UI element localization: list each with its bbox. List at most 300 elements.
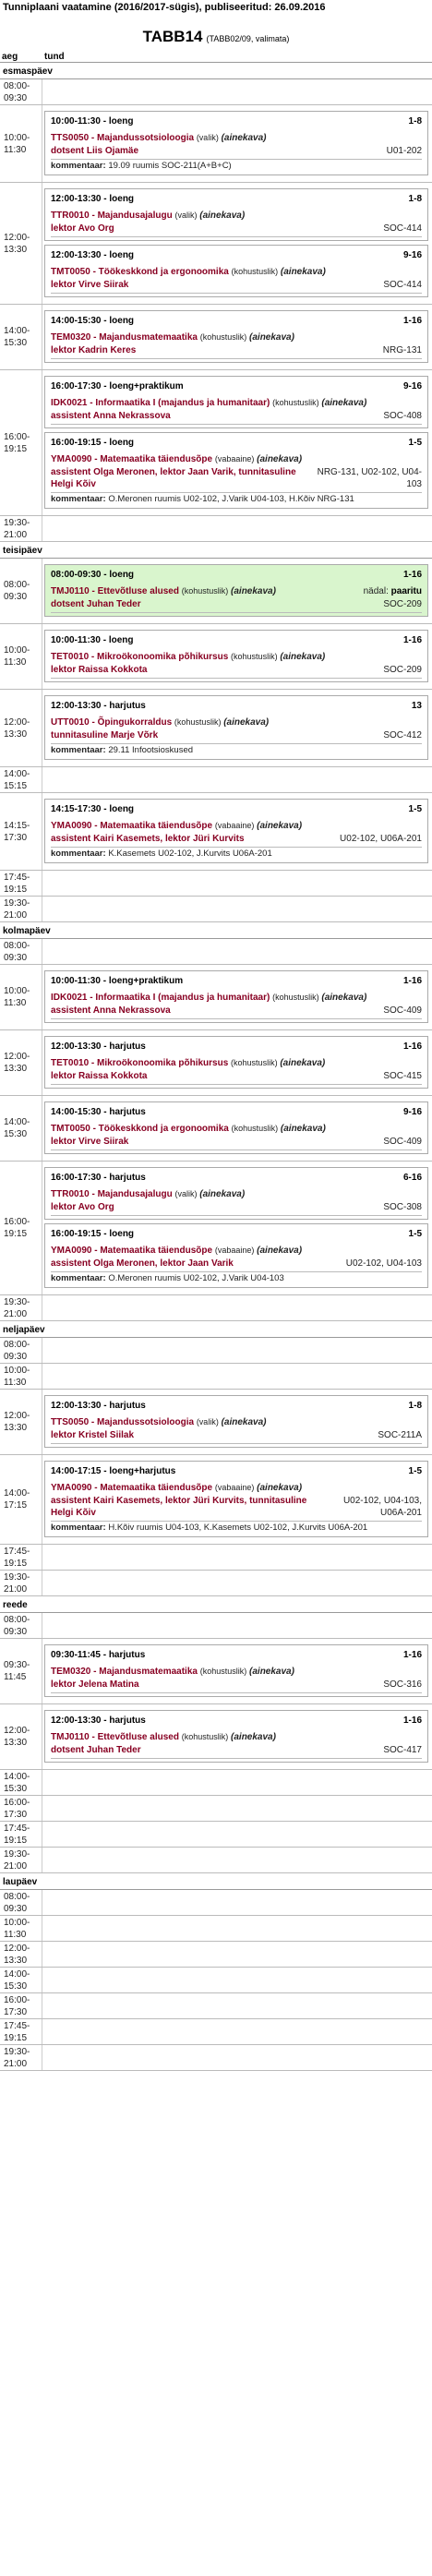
time-slot-row <box>0 1639 432 1704</box>
time-slot-row <box>0 939 432 965</box>
time-slot-label: 08:00-09:30 <box>0 939 42 964</box>
lesson-time-type: 12:00-13:30 - harjutus <box>51 1715 146 1726</box>
course-line <box>51 1188 422 1200</box>
time-slot-label: 14:00-15:30 <box>0 1770 42 1795</box>
course-link[interactable]: YMA0090 - Matemaatika täiendusõpe <box>51 1483 213 1493</box>
comment-label: kommentaar: <box>51 1523 106 1533</box>
slot-content <box>42 1796 432 1821</box>
lecturer-link[interactable]: lektor Kristel Siilak <box>51 1430 135 1440</box>
course-line <box>51 1666 422 1678</box>
course-type: (kohustuslik) <box>199 1667 247 1676</box>
time-slot-label: 19:30-21:00 <box>0 1571 42 1595</box>
week-label: nädal: <box>363 586 389 596</box>
course-type: (kohustuslik) <box>231 1058 278 1067</box>
slot-content <box>42 767 432 792</box>
slot-content <box>42 1942 432 1967</box>
group-name: TABB14 <box>142 28 203 45</box>
course-link[interactable]: TMT0050 - Töökeskkond ja ergonoomika <box>51 267 229 277</box>
lesson-header <box>51 570 422 580</box>
course-plan-link[interactable]: (ainekava) <box>199 1189 246 1199</box>
course-plan-link[interactable]: (ainekava) <box>280 267 326 277</box>
course-link[interactable]: TTS0050 - Majandussotsioloogia <box>51 1417 195 1427</box>
lesson-time-type: 10:00-11:30 - loeng <box>51 635 134 645</box>
weekday-heading: neljapäev <box>0 1321 432 1338</box>
lecturer-link[interactable]: dotsent Juhan Teder <box>51 1745 141 1755</box>
time-slot-label: 19:30-21:00 <box>0 1848 42 1872</box>
room-label: U02-102, U06A-201 <box>340 834 422 844</box>
lecturer-room-line <box>51 1070 422 1085</box>
course-link[interactable]: TET0010 - Mikroökonoomika põhikursus <box>51 1058 229 1068</box>
time-slot-row <box>0 965 432 1030</box>
slot-content <box>42 79 432 104</box>
time-slot-row <box>0 897 432 922</box>
room-label: SOC-409 <box>383 1005 422 1016</box>
room-label: SOC-414 <box>383 280 422 290</box>
lesson-card[interactable] <box>44 695 428 760</box>
course-plan-link[interactable]: (ainekava) <box>257 1483 303 1493</box>
lecturer-room-line <box>51 410 422 425</box>
slot-content <box>42 1364 432 1389</box>
lesson-groups: 1-8 <box>408 1401 422 1411</box>
lecturer-link[interactable]: lektor Jelena Matina <box>51 1679 139 1690</box>
course-link[interactable]: TTS0050 - Majandussotsioloogia <box>51 133 195 143</box>
course-type: (kohustuslik) <box>272 993 319 1002</box>
lesson-header <box>51 1401 422 1411</box>
course-plan-link[interactable]: (ainekava) <box>280 652 326 662</box>
time-slot-row <box>0 871 432 897</box>
course-link[interactable]: TTR0010 - Majandusajalugu <box>51 1189 173 1199</box>
lecturer-room-line <box>51 1744 422 1759</box>
time-slot-row <box>0 1942 432 1968</box>
course-link[interactable]: UTT0010 - Õpingukorraldus <box>51 717 173 728</box>
slot-content <box>42 1968 432 1992</box>
lesson-time-type: 14:00-15:30 - harjutus <box>51 1107 146 1117</box>
time-slot-label: 19:30-21:00 <box>0 2045 42 2070</box>
room-label: SOC-409 <box>383 1137 422 1147</box>
time-slot-row <box>0 1096 432 1162</box>
course-plan-link[interactable]: (ainekava) <box>221 133 267 143</box>
course-line <box>51 210 422 222</box>
time-slot-row <box>0 1030 432 1096</box>
lesson-groups: 1-16 <box>402 570 422 580</box>
course-line <box>51 1057 422 1069</box>
time-slot-row <box>0 105 432 183</box>
course-plan-link[interactable]: (ainekava) <box>231 586 276 596</box>
course-link[interactable]: TTR0010 - Majandusajalugu <box>51 211 173 221</box>
lecturer-room-line <box>51 1495 422 1522</box>
time-slot-label: 14:00-15:30 <box>0 1096 42 1161</box>
room-label: SOC-308 <box>383 1202 422 1212</box>
course-type: (kohustuslik) <box>231 267 279 276</box>
course-link[interactable]: YMA0090 - Matemaatika täiendusõpe <box>51 821 213 831</box>
time-slot-row <box>0 1968 432 1993</box>
lecturer-link[interactable]: dotsent Juhan Teder <box>51 599 141 609</box>
lecturer-link[interactable]: lektor Raissa Kokkota <box>51 665 148 675</box>
comment-text: H.Kõiv ruumis U04-103, K.Kasemets U02-102, J.Kurvits U06A-201 <box>108 1523 368 1533</box>
course-link[interactable]: TMT0050 - Töökeskkond ja ergonoomika <box>51 1124 229 1134</box>
time-slot-row <box>0 624 432 690</box>
comment-text: O.Meronen ruumis U02-102, J.Varik U04-103, H.Kõiv NRG-131 <box>108 494 354 504</box>
lesson-header <box>51 438 422 448</box>
course-plan-link[interactable]: (ainekava) <box>257 454 303 464</box>
time-slot-label: 10:00-11:30 <box>0 1364 42 1389</box>
course-type: (valik) <box>174 211 198 220</box>
lesson-header <box>51 1650 422 1660</box>
lesson-card[interactable] <box>44 630 428 682</box>
lecturer-room-line <box>51 466 422 493</box>
lesson-card[interactable] <box>44 432 428 509</box>
time-slot-label: 19:30-21:00 <box>0 1295 42 1320</box>
lesson-groups: 1-16 <box>402 316 422 326</box>
time-slot-row <box>0 1993 432 2019</box>
lecturer-link[interactable]: lektor Virve Siirak <box>51 280 129 290</box>
course-line <box>51 1123 422 1135</box>
lesson-header <box>51 116 422 126</box>
comment-label: kommentaar: <box>51 745 106 755</box>
lesson-time-type: 12:00-13:30 - harjutus <box>51 1041 146 1052</box>
lecturer-link[interactable]: lektor Virve Siirak <box>51 1137 129 1147</box>
course-link[interactable]: IDK0021 - Informaatika I (majandus ja humanitaar) <box>51 993 270 1003</box>
time-slot-label: 10:00-11:30 <box>0 105 42 182</box>
course-link[interactable]: YMA0090 - Matemaatika täiendusõpe <box>51 1246 213 1256</box>
course-link[interactable]: YMA0090 - Matemaatika täiendusõpe <box>51 454 213 464</box>
course-line <box>51 651 422 663</box>
lecturer-link[interactable]: assistent Kairi Kasemets, lektor Jüri Kurvits <box>51 834 245 844</box>
lesson-groups: 1-16 <box>402 1650 422 1660</box>
lesson-card[interactable] <box>44 1644 428 1697</box>
lesson-card[interactable] <box>44 245 428 297</box>
room-label: SOC-316 <box>383 1679 422 1690</box>
slot-content <box>42 939 432 964</box>
lesson-time-type: 14:15-17:30 - loeng <box>51 804 135 814</box>
course-plan-link[interactable]: (ainekava) <box>199 211 246 221</box>
room-label: SOC-414 <box>383 223 422 234</box>
time-slot-row <box>0 1162 432 1295</box>
course-type: (vabaaine) <box>214 821 255 830</box>
comment-label: kommentaar: <box>51 849 106 859</box>
lesson-comment <box>51 493 422 505</box>
slot-content <box>42 1096 432 1161</box>
slot-content <box>42 965 432 1029</box>
room-label: SOC-209 <box>383 665 422 675</box>
lesson-header <box>51 194 422 204</box>
lecturer-link[interactable]: dotsent Liis Ojamäe <box>51 146 139 156</box>
time-slot-row <box>0 1848 432 1873</box>
course-type: (vabaaine) <box>214 1483 255 1492</box>
lesson-header <box>51 1041 422 1052</box>
time-slot-label: 16:00-19:15 <box>0 1162 42 1294</box>
course-plan-link[interactable]: (ainekava) <box>221 1417 267 1427</box>
time-slot-row <box>0 183 432 305</box>
slot-content <box>42 1993 432 2018</box>
course-plan-link[interactable]: (ainekava) <box>280 1058 326 1068</box>
lesson-card[interactable] <box>44 1223 428 1288</box>
lecturer-link[interactable]: assistent Olga Meronen, lektor Jaan Varik, tunnitasuline Helgi Kõiv <box>51 467 296 489</box>
room-label: U01-202 <box>386 146 422 156</box>
time-slot-row <box>0 690 432 767</box>
course-type: (kohustuslik) <box>272 398 319 407</box>
time-slot-row <box>0 1890 432 1916</box>
course-link[interactable]: TMJ0110 - Ettevõtluse alused <box>51 586 179 596</box>
comment-label: kommentaar: <box>51 161 106 171</box>
room-label: SOC-412 <box>383 730 422 740</box>
time-slot-label: 10:00-11:30 <box>0 965 42 1029</box>
group-sub: (TABB02/09, valimata) <box>206 34 290 43</box>
lesson-time-type: 12:00-13:30 - loeng <box>51 250 135 260</box>
course-plan-link[interactable]: (ainekava) <box>223 717 270 728</box>
lesson-card[interactable] <box>44 1101 428 1154</box>
slot-content <box>42 1639 432 1703</box>
time-slot-row <box>0 1613 432 1639</box>
comment-text: 19.09 ruumis SOC-211(A+B+C) <box>108 161 232 171</box>
lesson-header <box>51 1173 422 1183</box>
course-plan-link[interactable]: (ainekava) <box>257 821 303 831</box>
time-slot-label: 14:00-15:30 <box>0 305 42 369</box>
weekday-heading: esmaspäev <box>0 63 432 79</box>
lesson-groups: 1-5 <box>408 804 422 814</box>
slot-content <box>42 1890 432 1915</box>
lecturer-link[interactable]: assistent Kairi Kasemets, lektor Jüri Kurvits, tunnitasuline Helgi Kõiv <box>51 1496 307 1518</box>
slot-content <box>42 690 432 766</box>
lesson-card[interactable] <box>44 564 428 617</box>
slot-content <box>42 897 432 921</box>
time-slot-row <box>0 2019 432 2045</box>
slot-content <box>42 1916 432 1941</box>
time-slot-label: 16:00-17:30 <box>0 1796 42 1821</box>
lesson-card[interactable] <box>44 1036 428 1089</box>
weekday-heading: kolmapäev <box>0 922 432 939</box>
slot-content <box>42 2045 432 2070</box>
slot-content <box>42 559 432 623</box>
slot-content <box>42 370 432 515</box>
slot-content <box>42 1162 432 1294</box>
time-slot-label: 08:00-09:30 <box>0 1613 42 1638</box>
lesson-groups: 1-8 <box>408 116 422 126</box>
lecturer-link[interactable]: assistent Anna Nekrassova <box>51 411 171 421</box>
lesson-header <box>51 250 422 260</box>
lesson-groups: 9-16 <box>402 1107 422 1117</box>
lesson-card[interactable] <box>44 1710 428 1763</box>
lecturer-room-line <box>51 1679 422 1693</box>
lesson-card[interactable] <box>44 376 428 428</box>
course-type: (vabaaine) <box>214 1246 255 1255</box>
course-type: (kohustuslik) <box>199 332 247 342</box>
slot-content <box>42 183 432 304</box>
lecturer-room-line <box>51 729 422 744</box>
slot-content <box>42 1613 432 1638</box>
course-line <box>51 992 422 1004</box>
time-slot-row <box>0 1390 432 1455</box>
course-type: (kohustuslik) <box>231 1124 279 1133</box>
time-slot-row <box>0 1545 432 1571</box>
lecturer-room-line <box>51 1258 422 1272</box>
course-plan-link[interactable]: (ainekava) <box>249 1667 294 1677</box>
comment-text: K.Kasemets U02-102, J.Kurvits U06A-201 <box>108 849 272 859</box>
lesson-comment <box>51 160 422 172</box>
time-slot-label: 17:45-19:15 <box>0 1822 42 1847</box>
slot-content <box>42 1390 432 1454</box>
time-slot-label: 08:00-09:30 <box>0 559 42 623</box>
lecturer-room-line <box>51 145 422 160</box>
lesson-time-type: 12:00-13:30 - harjutus <box>51 1401 146 1411</box>
time-slot-row <box>0 1295 432 1321</box>
course-type: (valik) <box>174 1189 198 1198</box>
time-slot-label: 19:30-21:00 <box>0 516 42 541</box>
time-slot-label: 12:00-13:30 <box>0 1390 42 1454</box>
slot-content <box>42 2019 432 2044</box>
lesson-card[interactable] <box>44 111 428 175</box>
time-slot-label: 14:00-17:15 <box>0 1455 42 1544</box>
lesson-time-type: 16:00-19:15 - loeng <box>51 1229 135 1239</box>
time-slot-row <box>0 305 432 370</box>
time-slot-label: 16:00-19:15 <box>0 370 42 515</box>
time-slot-label: 16:00-17:30 <box>0 1993 42 2018</box>
comment-label: kommentaar: <box>51 1273 106 1283</box>
lesson-time-type: 16:00-17:30 - loeng+praktikum <box>51 381 184 391</box>
lesson-time-type: 12:00-13:30 - harjutus <box>51 701 146 711</box>
course-plan-link[interactable]: (ainekava) <box>257 1246 303 1256</box>
lesson-column-header: tund <box>44 52 65 62</box>
lesson-card[interactable] <box>44 310 428 363</box>
lecturer-room-line <box>51 1136 422 1150</box>
lecturer-link[interactable]: tunnitasuline Marje Võrk <box>51 730 159 740</box>
lecturer-room-line <box>51 279 422 294</box>
course-link[interactable]: TEM0320 - Majandusmatemaatika <box>51 1667 198 1677</box>
slot-content <box>42 1571 432 1595</box>
time-slot-row <box>0 1704 432 1770</box>
room-label: SOC-415 <box>383 1071 422 1081</box>
lesson-time-type: 14:00-15:30 - loeng <box>51 316 135 326</box>
time-slot-row <box>0 1571 432 1596</box>
lesson-card[interactable] <box>44 1395 428 1448</box>
course-plan-link[interactable]: (ainekava) <box>321 398 367 408</box>
course-type: (kohustuslik) <box>181 1732 229 1741</box>
course-plan-link[interactable]: (ainekava) <box>321 993 367 1003</box>
lesson-header <box>51 635 422 645</box>
room-label: SOC-209 <box>383 599 422 609</box>
lesson-card[interactable] <box>44 799 428 863</box>
time-slot-label: 09:30-11:45 <box>0 1639 42 1703</box>
time-slot-label: 17:45-19:15 <box>0 2019 42 2044</box>
lecturer-room-line <box>51 598 422 613</box>
lesson-groups: 9-16 <box>402 381 422 391</box>
room-label: SOC-408 <box>383 411 422 421</box>
time-slot-label: 10:00-11:30 <box>0 624 42 689</box>
lesson-card[interactable] <box>44 188 428 241</box>
time-slot-label: 17:45-19:15 <box>0 1545 42 1570</box>
comment-label: kommentaar: <box>51 494 106 504</box>
time-slot-row <box>0 1364 432 1390</box>
slot-content <box>42 516 432 541</box>
course-type: (kohustuslik) <box>231 652 278 661</box>
lesson-groups: 6-16 <box>402 1173 422 1183</box>
group-heading <box>0 15 432 45</box>
slot-content <box>42 1822 432 1847</box>
lesson-groups: 1-8 <box>408 194 422 204</box>
course-link[interactable]: TEM0320 - Majandusmatemaatika <box>51 332 198 343</box>
time-slot-row <box>0 793 432 871</box>
lecturer-link[interactable]: assistent Anna Nekrassova <box>51 1005 171 1016</box>
lesson-card[interactable] <box>44 1167 428 1220</box>
course-type: (vabaaine) <box>214 454 255 463</box>
lesson-time-type: 16:00-19:15 - loeng <box>51 438 135 448</box>
lesson-card[interactable] <box>44 1461 428 1537</box>
course-line <box>51 1416 422 1428</box>
time-slot-label: 12:00-13:30 <box>0 1704 42 1769</box>
weekday-heading: reede <box>0 1596 432 1613</box>
lesson-time-type: 09:30-11:45 - harjutus <box>51 1650 146 1660</box>
lesson-groups: 1-16 <box>402 1715 422 1726</box>
course-plan-link[interactable]: (ainekava) <box>249 332 294 343</box>
lesson-comment <box>51 848 422 860</box>
lesson-groups: 1-16 <box>402 1041 422 1052</box>
time-slot-label: 08:00-09:30 <box>0 1338 42 1363</box>
time-slot-row <box>0 1455 432 1545</box>
slot-content <box>42 793 432 870</box>
lesson-time-type: 14:00-17:15 - loeng+harjutus <box>51 1466 176 1476</box>
course-type: (valik) <box>196 133 219 142</box>
week-parity <box>364 585 422 597</box>
course-plan-link[interactable]: (ainekava) <box>231 1732 276 1742</box>
page-title: Tunniplaani vaatamine (2016/2017-sügis), publiseeritud: 26.09.2016 <box>3 2 326 13</box>
lesson-header <box>51 804 422 814</box>
slot-content <box>42 1295 432 1320</box>
lesson-header <box>51 976 422 986</box>
course-link[interactable]: TMJ0110 - Ettevõtluse alused <box>51 1732 179 1742</box>
lecturer-room-line <box>51 223 422 237</box>
lesson-groups: 9-16 <box>402 250 422 260</box>
lesson-groups: 13 <box>411 701 422 711</box>
course-plan-link[interactable]: (ainekava) <box>280 1124 326 1134</box>
course-line <box>51 585 422 597</box>
course-type: (kohustuslik) <box>174 717 222 727</box>
room-label: U02-102, U04-103, U06A-201 <box>342 1496 422 1518</box>
lesson-header <box>51 1107 422 1117</box>
lesson-groups: 1-5 <box>408 438 422 448</box>
lecturer-room-line <box>51 664 422 679</box>
week-value: paaritu <box>390 586 422 596</box>
lesson-groups: 1-5 <box>408 1229 422 1239</box>
slot-content <box>42 1338 432 1363</box>
lesson-header <box>51 1466 422 1476</box>
time-slot-row <box>0 1822 432 1848</box>
time-slot-row <box>0 370 432 516</box>
slot-content <box>42 1848 432 1872</box>
slot-content <box>42 305 432 369</box>
course-link[interactable]: IDK0021 - Informaatika I (majandus ja humanitaar) <box>51 398 270 408</box>
time-slot-label: 14:00-15:15 <box>0 767 42 792</box>
lecturer-link[interactable]: assistent Olga Meronen, lektor Jaan Varik <box>51 1258 234 1269</box>
slot-content <box>42 1030 432 1095</box>
course-link[interactable]: TET0010 - Mikroökonoomika põhikursus <box>51 652 229 662</box>
lecturer-link[interactable]: lektor Avo Org <box>51 223 114 234</box>
course-line <box>51 132 422 144</box>
timetable <box>0 63 432 2071</box>
course-line <box>51 331 422 343</box>
lecturer-link[interactable]: lektor Kadrin Keres <box>51 345 137 355</box>
lecturer-link[interactable]: lektor Avo Org <box>51 1202 114 1212</box>
course-line <box>51 1731 422 1743</box>
lesson-groups: 1-16 <box>402 635 422 645</box>
time-slot-row <box>0 767 432 793</box>
slot-content <box>42 871 432 896</box>
lesson-time-type: 12:00-13:30 - loeng <box>51 194 135 204</box>
lesson-card[interactable] <box>44 970 428 1023</box>
room-label: SOC-211A <box>378 1430 422 1440</box>
lesson-header <box>51 381 422 391</box>
room-label: NRG-131 <box>382 345 422 355</box>
lecturer-link[interactable]: lektor Raissa Kokkota <box>51 1071 148 1081</box>
